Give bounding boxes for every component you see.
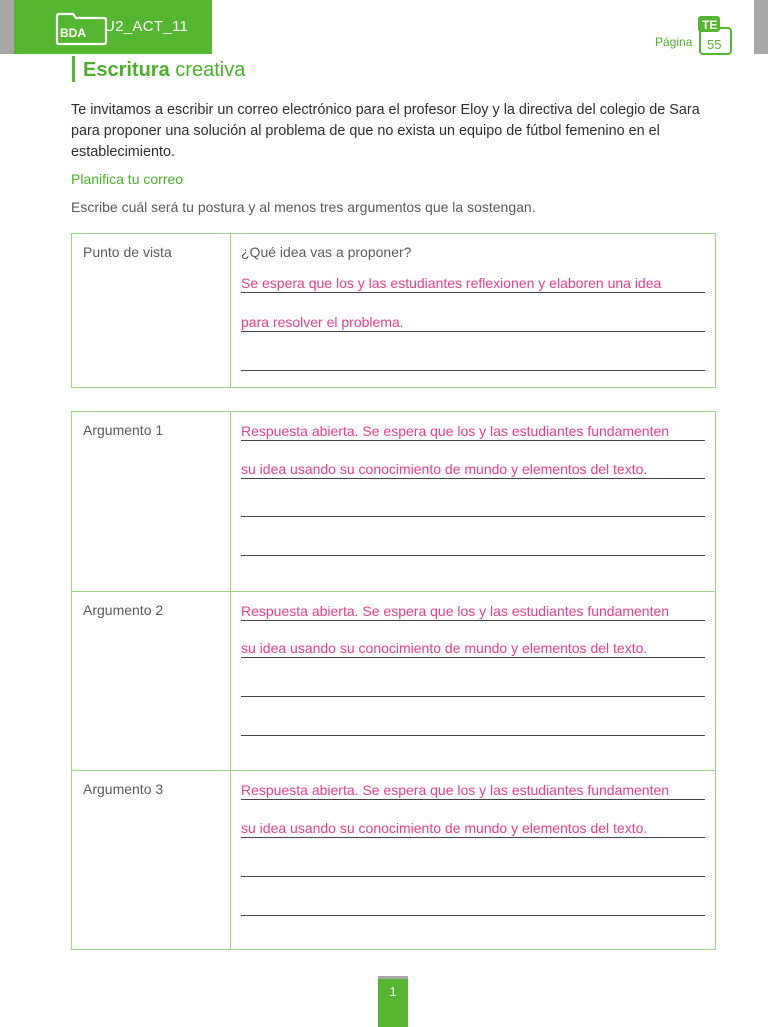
left-gray-strip xyxy=(0,0,14,54)
right-gray-strip xyxy=(754,0,768,54)
section-title-light: creativa xyxy=(175,59,246,81)
section-title xyxy=(72,56,245,82)
argument-3-line-2[interactable]: su idea usando su conocimiento de mundo y elementos del texto. xyxy=(241,819,705,838)
te-page-badge xyxy=(697,14,733,56)
logo-text: BDA xyxy=(60,26,86,40)
argument-2-content xyxy=(231,592,715,770)
argument-2-line-1[interactable]: Respuesta abierta. Se espera que los y las estudiantes fundamenten xyxy=(241,602,705,621)
plan-heading: Planifica tu correo xyxy=(71,171,184,187)
section-title-bold: Escritura xyxy=(83,59,170,81)
argument-3-line-4[interactable] xyxy=(241,897,705,916)
activity-code: U2_ACT_11 xyxy=(104,18,189,35)
argument-1-line-4[interactable] xyxy=(241,537,705,556)
arguments-box xyxy=(71,411,716,950)
point-of-view-box xyxy=(71,233,716,388)
argument-1-line-2[interactable]: su idea usando su conocimiento de mundo y elementos del texto. xyxy=(241,460,705,479)
point-of-view-prompt: ¿Qué idea vas a proponer? xyxy=(241,244,412,260)
argument-row-3 xyxy=(72,770,715,949)
page-label: Página xyxy=(655,35,693,49)
argument-1-label: Argumento 1 xyxy=(72,412,231,591)
argument-3-line-3[interactable] xyxy=(241,858,705,877)
bda-folder-icon xyxy=(54,10,110,46)
argument-2-line-3[interactable] xyxy=(241,678,705,697)
header-tab xyxy=(14,0,212,54)
argument-3-line-1[interactable]: Respuesta abierta. Se espera que los y las estudiantes fundamenten xyxy=(241,781,705,800)
argument-2-line-4[interactable] xyxy=(241,717,705,736)
argument-1-content xyxy=(231,412,715,591)
instruction-text: Escribe cuál será tu postura y al menos tres argumentos que la sostengan. xyxy=(71,199,536,215)
point-of-view-label: Punto de vista xyxy=(72,234,231,387)
argument-1-line-3[interactable] xyxy=(241,498,705,517)
point-of-view-line-3[interactable] xyxy=(241,352,705,371)
argument-2-line-2[interactable]: su idea usando su conocimiento de mundo y elementos del texto. xyxy=(241,639,705,658)
badge-text: TE xyxy=(702,18,718,32)
argument-row-1 xyxy=(72,412,715,591)
badge-page-number: 55 xyxy=(707,37,722,52)
footer-page-number: 1 xyxy=(378,976,408,1027)
point-of-view-content xyxy=(231,234,715,387)
argument-row-2 xyxy=(72,591,715,770)
argument-3-label: Argumento 3 xyxy=(72,771,231,949)
argument-3-content xyxy=(231,771,715,949)
argument-1-line-1[interactable]: Respuesta abierta. Se espera que los y las estudiantes fundamenten xyxy=(241,422,705,441)
point-of-view-row xyxy=(72,234,715,387)
point-of-view-line-1[interactable]: Se espera que los y las estudiantes reflexionen y elaboren una idea xyxy=(241,274,705,293)
argument-2-label: Argumento 2 xyxy=(72,592,231,770)
point-of-view-line-2[interactable]: para resolver el problema. xyxy=(241,313,705,332)
intro-paragraph: Te invitamos a escribir un correo electrónico para el profesor Eloy y la directiva del colegio de Sara para proponer una solución al problema de que no exista un equipo de fútbol femenino en el establecimiento. xyxy=(71,102,700,160)
